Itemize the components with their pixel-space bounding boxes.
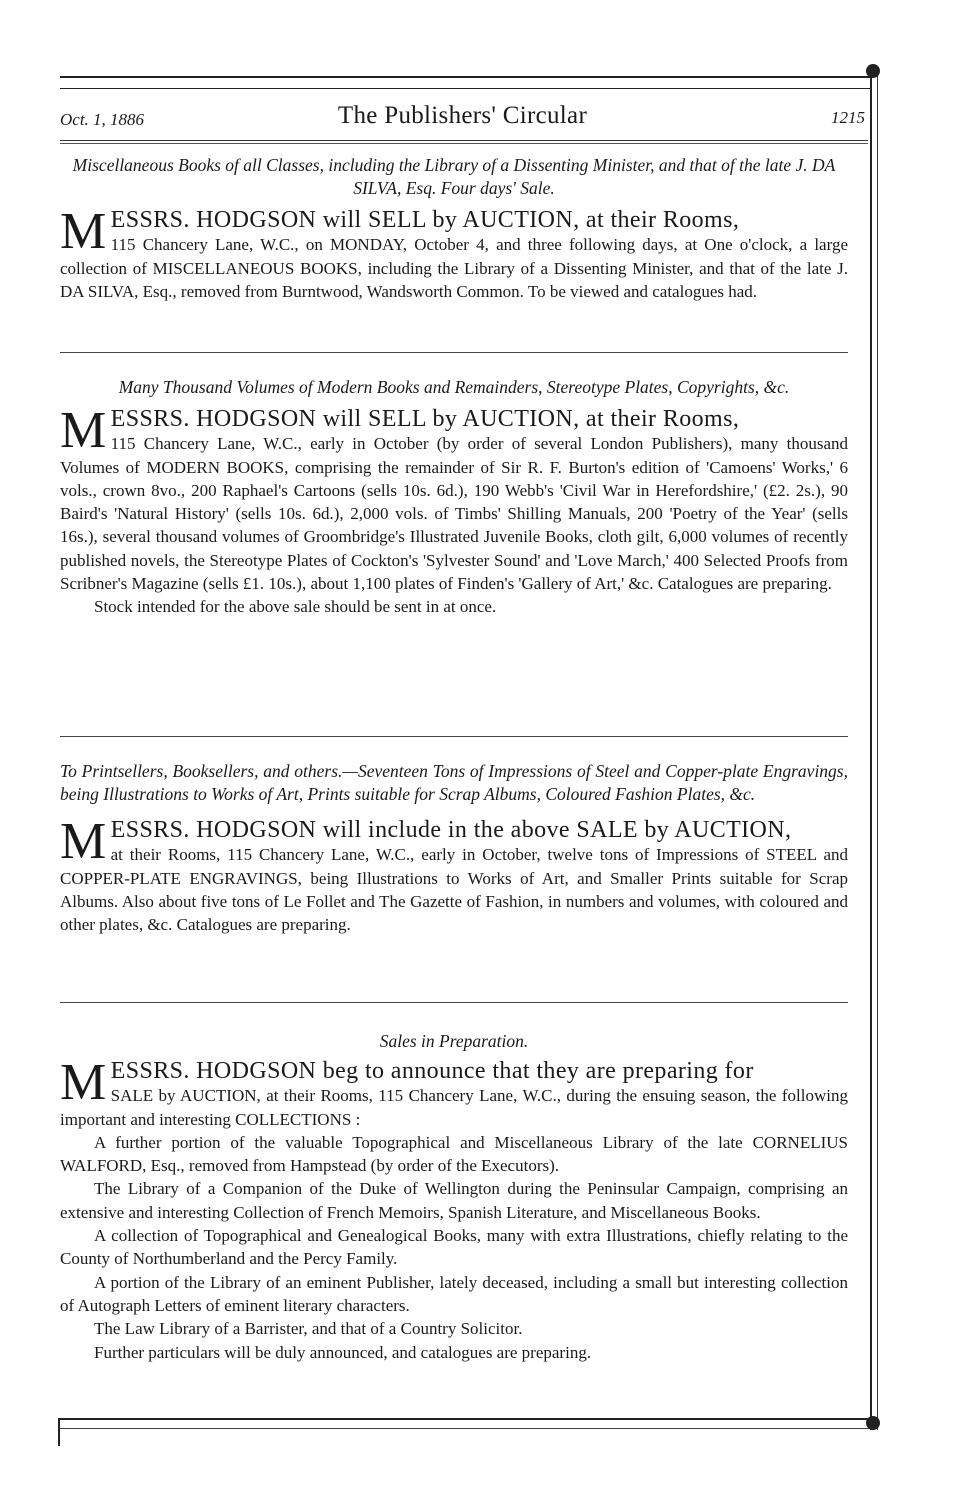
advert-engravings <box>60 760 848 936</box>
advert-body: SALE by AUCTION, at their Rooms, 115 Chancery Lane, W.C., during the ensuing season, the following important and interesting COLLECTIONS : <box>60 1086 848 1129</box>
advert-heading: To Printsellers, Booksellers, and others.—Seventeen Tons of Impressions of Steel and Copper-plate Engravings, being Illustrations to Works of Art, Prints suitable for Scrap Albums, Coloured Fashion Plates, &c. <box>60 761 848 804</box>
advert-body: 115 Chancery Lane, W.C., early in October (by order of several London Publishers), many thousand Volumes of MODERN BOOKS, comprising the remainder of Sir R. F. Burton's edition of 'Camoens' Works,' 6 vols., crown 8vo., 200 Raphael's Cartoons (sells 10s. 6d.), 190 Webb's 'Civil War in Herefordshire,' (£2. 2s.), 90 Baird's 'Natural History' (sells 10s. 6d.), 2,000 vols. of Timbs' Shilling Manuals, 200 'Poetry of the Year' (sells 16s.), several thousand volumes of Groombridge's Illustrated Juvenile Books, cloth gilt, 6,000 volumes of recently published novels, the Stereotype Plates of Cockton's 'Sylvester Sound' and 'Love March,' 400 Selected Proofs from Scribner's Magazine (sells £1. 10s.), about 1,100 plates of Finden's 'Gallery of Art,' &c. Catalogues are preparing. <box>60 434 848 594</box>
header-rule-inner <box>60 143 868 144</box>
advert-heading: Miscellaneous Books of all Classes, including the Library of a Dissenting Minister, and that of the late J. DA SILVA, Esq. Four days' Sale. <box>72 155 836 198</box>
advert-lead: ESSRS. HODGSON will SELL by AUCTION, at their Rooms, <box>110 207 740 233</box>
header-rule <box>60 140 868 141</box>
section-divider <box>60 736 848 737</box>
advert-modern-books <box>60 376 848 619</box>
collection-paragraph: The Library of a Companion of the Duke of Wellington during the Peninsular Campaign, comprising an extensive and interesting Collection of French Memoirs, Spanish Literature, and Miscellaneous Books. <box>60 1179 848 1222</box>
issue-date: Oct. 1, 1886 <box>60 110 145 129</box>
advert-lead: ESSRS. HODGSON beg to announce that they are preparing for <box>110 1058 754 1084</box>
bottom-corner-ornament-icon <box>866 1416 880 1430</box>
top-border-rule-inner <box>60 88 870 89</box>
advert-text <box>60 1054 848 1131</box>
collection-paragraph: A further portion of the valuable Topographical and Miscellaneous Library of the late CORNELIUS WALFORD, Esq., removed from Hampstead (by order of the Executors). <box>60 1132 848 1176</box>
collection-paragraph: A portion of the Library of an eminent Publisher, lately deceased, including a small but interesting collection of Autograph Letters of eminent literary characters. <box>60 1272 848 1315</box>
page-header <box>60 100 865 134</box>
top-border-rule <box>60 76 870 78</box>
advert-heading: Many Thousand Volumes of Modern Books and Remainders, Stereotype Plates, Copyrights, &c. <box>118 377 790 397</box>
bottom-border-rule-inner <box>58 1428 870 1429</box>
bottom-border-rule <box>58 1418 870 1420</box>
section-divider <box>60 352 848 353</box>
advert-text <box>60 203 848 303</box>
advert-body: 115 Chancery Lane, W.C., on MONDAY, October 4, and three following days, at One o'clock, a large collection of MISCELLANEOUS BOOKS, including the Library of a Dissenting Minister, and that of the late J. DA SILVA, Esq., removed from Burntwood, Wandsworth Common. To be viewed and catalogues had. <box>60 235 848 301</box>
advert-heading: Sales in Preparation. <box>379 1031 529 1051</box>
advert-sales-in-preparation <box>60 1030 848 1364</box>
bottom-left-corner-rule <box>58 1418 60 1446</box>
advert-lead: ESSRS. HODGSON will SELL by AUCTION, at their Rooms, <box>110 406 740 432</box>
drop-cap: M <box>60 203 107 260</box>
drop-cap: M <box>60 1054 107 1111</box>
collection-paragraph: A collection of Topographical and Genealogical Books, many with extra Illustrations, chiefly relating to the County of Northumberland and the Percy Family. <box>60 1226 848 1269</box>
right-border-rule-inner <box>877 70 878 1430</box>
closing-paragraph: Further particulars will be duly announced, and catalogues are preparing. <box>94 1342 592 1362</box>
right-border-rule <box>870 70 872 1430</box>
advert-text <box>60 813 848 936</box>
advert-lead: ESSRS. HODGSON will include in the above SALE by AUCTION, <box>110 817 792 843</box>
top-corner-ornament-icon <box>866 64 880 78</box>
collection-paragraph: The Law Library of a Barrister, and that of a Country Solicitor. <box>94 1319 523 1339</box>
page-number: 1215 <box>831 108 865 127</box>
advert-body: at their Rooms, 115 Chancery Lane, W.C., early in October, twelve tons of Impressions of STEEL and COPPER-PLATE ENGRAVINGS, being Illustrations to Works of Art, and Smaller Prints suitable for Scrap Albums. Also about five tons of Le Follet and The Gazette of Fashion, in numbers and volumes, with coloured and other plates, &c. Catalogues are preparing. <box>60 845 848 935</box>
publication-title: The Publishers' Circular <box>337 102 588 129</box>
advert-note: Stock intended for the above sale should be sent in at once. <box>94 597 497 617</box>
advert-miscellaneous-books <box>60 154 848 303</box>
drop-cap: M <box>60 402 107 459</box>
section-divider <box>60 1002 848 1003</box>
advert-text <box>60 402 848 595</box>
drop-cap: M <box>60 813 107 870</box>
